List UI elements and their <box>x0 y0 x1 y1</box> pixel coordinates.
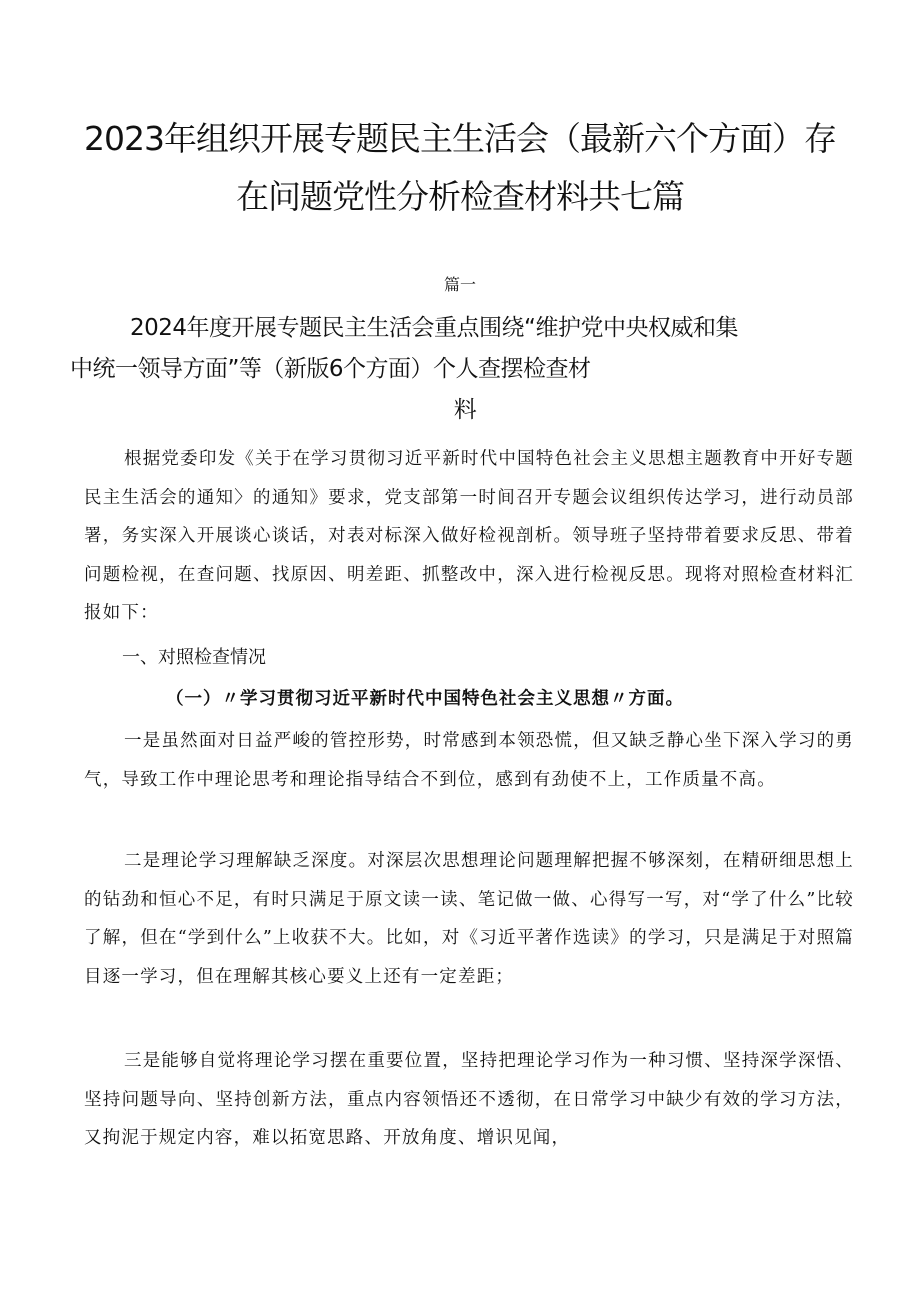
section-label: 篇一 <box>443 275 476 294</box>
document-title-line-2: 在问题党性分析检查材料共七篇 <box>236 177 684 216</box>
body-paragraph-3: 三是能够自觉将理论学习摆在重要位置，坚持把理论学习作为一种习惯、坚持深学深悟、坚持问题导向、坚持创新方法，重点内容领悟还不透彻，在日常学习中缺少有效的学习方法，又拘泥于规定内容，难以拓宽思路、开放角度、增识见闻， <box>84 1051 854 1148</box>
heading-level-2: （一）〃学习贯彻习近平新时代中国特色社会主义思想〃方面。 <box>166 689 684 709</box>
section-title-line-1: 2024年度开展专题民主生活会重点围绕“维护党中央权威和集 <box>130 315 738 341</box>
section-title <box>70 308 860 431</box>
body-paragraph-2: 二是理论学习理解缺乏深度。对深层次思想理论问题理解把握不够深刻，在精研细思想上的钻劲和恒心不足，有时只满足于原文读一读、笔记做一做、心得写一写，对“学了什么”比较了解，但在“学到什么”上收获不大。比如，对《习近平著作选读》的学习，只是满足于对照篇目逐一学习，但在理解其核心要义上还有一定差距； <box>84 851 854 987</box>
section-title-line-3: 料 <box>453 397 477 423</box>
section-title-line-2: 中统一领导方面”等（新版6个方面）个人查摆检查材 <box>70 356 591 382</box>
heading-level-1: 一、对照检查情况 <box>122 647 266 668</box>
body-paragraph-1: 一是虽然面对日益严峻的管控形势，时常感到本领恐慌，但又缺乏静心坐下深入学习的勇气，导致工作中理论思考和理论指导结合不到位，感到有劲使不上，工作质量不高。 <box>84 731 854 790</box>
document-title-line-1: 2023年组织开展专题民主生活会（最新六个方面）存 <box>84 119 836 158</box>
intro-paragraph: 根据党委印发《关于在学习贯彻习近平新时代中国特色社会主义思想主题教育中开好专题民主生活会的通知〉的通知》要求，党支部第一时间召开专题会议组织传达学习，进行动员部署，务实深入开展谈心谈话，对表对标深入做好检视剖析。领导班子坚持带着要求反思、带着问题检视，在查问题、找原因、明差距、抓整改中，深入进行检视反思。现将对照检查材料汇报如下： <box>84 449 854 623</box>
document-title <box>60 110 860 226</box>
